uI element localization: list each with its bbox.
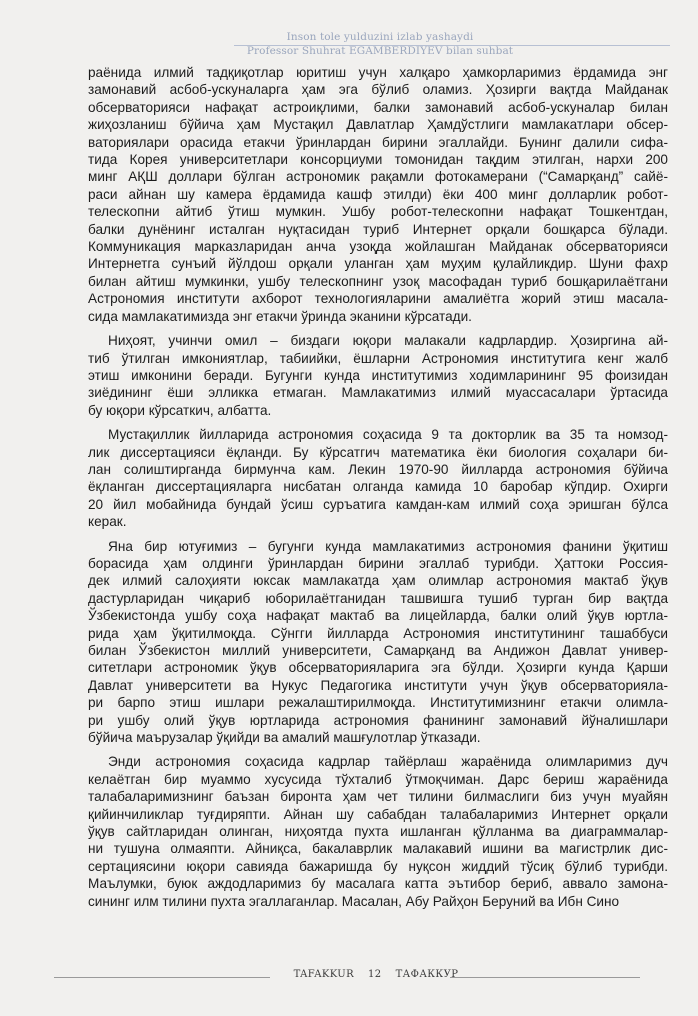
text-line: дастурларидан чиқариб юборилаётганидан ташвишга тушиб турган бир вақтда — [88, 590, 668, 606]
text-line: тиб ўтилган имкониятлар, табиийки, ёшларни Астрономия институтига кенг жалб — [88, 350, 668, 366]
text-line: билан айтиш мумкинки, ушбу телескопнинг узоқ масофадан туриб бошқарилаётгани — [88, 273, 668, 289]
text-line: обсерваторияси нафақат астроиқлими, балки замонавий асбоб-ускуналар билан — [88, 99, 668, 115]
text-line: бу юқори кўрсаткич, албатта. — [88, 402, 272, 418]
paragraph — [88, 538, 668, 747]
text-line: ри ушбу олий ўқув юртларида астрономия фанининг замонавий йўналишлари — [88, 712, 668, 728]
text-line: Давлат университети ва Нукус Педагогика институти учун ўқув обсерваторияла- — [88, 677, 668, 693]
text-line: қийинчиликлар туғдиряпти. Айнан шу сабабдан талабаларимиз Интернет орқали — [88, 806, 668, 822]
footer-magazine-name-cyrillic: ТАФАККУР — [395, 969, 459, 980]
text-line: лан солиштирганда бирмунча кам. Лекин 1970-90 йилларда астрономия бўйича — [88, 461, 668, 477]
text-line: Ўзбекистонда ушбу соҳа нафақат мактаб ва лицейларда, балки олий ўқув юртла- — [88, 608, 668, 624]
text-line: борасида ҳам олдинги ўринлардан бирини эгаллаб турибди. Ҳаттоки Россия- — [88, 555, 668, 571]
text-line: раёнида илмий тадқиқотлар юритиш учун халқаро ҳамкорларимиз ёрдамида энг — [88, 65, 668, 80]
text-line: рида ҳам ўқитилмоқда. Сўнгги йилларда Астрономия институтининг ташаббуси — [88, 625, 668, 641]
running-header — [230, 30, 530, 58]
text-line: 20 йил мобайнида бундай ўсиш суръатига камдан-кам илмий соҳа эришган бўлса — [88, 496, 668, 512]
text-line: сининг илм тилини пухта эгаллаганлар. Масалан, Абу Райҳон Беруний ва Ибн Сино — [88, 893, 620, 909]
text-line: бўйича маърузалар ўқийди ва амалий машғулотлар ўтказади. — [88, 730, 481, 746]
text-line: ёқланган диссертацияларга нисбатан олганда камида 10 баробар кўпдир. Охирги — [88, 479, 668, 495]
text-line: жиҳозланиш бўйича ҳам Мустақил Давлатлар Ҳамдўстлиги мамлакатлари обсер- — [88, 117, 668, 133]
text-line: ситетлари астрономик ўқув обсерваторияларига эга бўлди. Ҳозирги кунда Қарши — [88, 660, 668, 676]
text-line: этиш имконини беради. Бугунги кунда институтимиз ходимларининг 95 фоизидан — [88, 367, 668, 383]
text-line: Коммуникация марказларидан анча узоқда жойлашган Майданак обсерваторияси — [88, 239, 668, 255]
text-line: сертациясини юқори савияда бажаришда бу нуқсон жиддий тўсиқ бўлиб турибди. — [88, 858, 668, 874]
text-line: замонавий асбоб-ускуналарга ҳам эга бўлиб оламиз. Ҳозирги вақтда Майданак — [88, 82, 668, 98]
text-line: керак. — [88, 514, 127, 530]
text-line: дек илмий салоҳияти юксак мамлакатда ҳам олимлар астрономия мактаб ўқув — [88, 573, 668, 589]
article-body — [88, 64, 668, 917]
text-line: келаётган бир муаммо хусусида тўхталиб ўтмоқчиман. Дарс бериш жараёнида — [88, 771, 668, 787]
text-line: тида Корея университетлари консорциуми томонидан тақдим этилган, нархи 200 — [88, 152, 668, 168]
footer-rule-left — [54, 977, 270, 978]
text-line: Астрономия институти ахборот технологияларини амалиётга жорий этиш масала- — [88, 291, 668, 307]
text-line: талабаларимизнинг баъзан биронта ҳам чет тилини билмаслиги биз учун муайян — [88, 789, 668, 805]
text-line: ни тушуна олмаяпти. Айниқса, бакалаврлик малакавий ишини ва магистрлик дис- — [88, 841, 668, 857]
header-rule — [234, 45, 670, 46]
page-footer — [40, 969, 658, 985]
footer-text — [276, 969, 476, 980]
text-line: Интернетга сунъий йўлдош орқали уланган ҳам муҳим қулайликдир. Шуни фахр — [88, 256, 668, 272]
text-line: ўқув сайтларидан олинган, ниҳоятда пухта ишланган қўлланма ва диаграммалар- — [88, 824, 668, 840]
text-line: сида мамлакатимизда энг етакчи ўринда эканини кўрсатади. — [88, 308, 472, 324]
footer-rule-right — [450, 977, 640, 978]
text-line: Яна бир ютуғимиз – бугунги кунда мамлакатимиз астрономия фанини ўқитиш — [108, 538, 668, 554]
text-line: Энди астрономия соҳасида кадрлар тайёрлаш жараёнида олимларимиз дуч — [108, 754, 668, 770]
paragraph — [88, 753, 668, 910]
paragraph — [88, 426, 668, 530]
paragraph — [88, 332, 668, 419]
text-line: ри барпо этиш ишлари режалаштирилмоқда. Институтимизнинг етакчи олимла- — [88, 695, 668, 711]
text-line: Маълумки, буюк аждодларимиз бу масалага катта эътибор бериб, аввало замона- — [88, 876, 668, 892]
text-line: Ниҳоят, учинчи омил – биздаги юқори малакали кадрлардир. Ҳозиргина ай- — [108, 333, 668, 349]
text-line: Мустақиллик йилларида астрономия соҳасида 9 та докторлик ва 35 та номзод- — [108, 427, 668, 443]
text-line: балки дунёнинг исталган нуқтасидан туриб Интернет орқали бошқарса бўлади. — [88, 221, 668, 237]
text-line: раси айнан шу камера ёрдамида кашф этилди) ёки 400 минг долларлик робот- — [88, 186, 668, 202]
text-line: зиёдининг ёши элликка етмаган. Мамлакатимиз илмий муассасалари ўртасида — [88, 385, 668, 401]
footer-magazine-name-latin: TAFAKKUR — [293, 969, 355, 980]
text-line: ваториялари орасида етакчи ўринлардан бирини эгаллайди. Бунинг далили сифа- — [88, 134, 668, 150]
text-line: минг АҚШ доллари бўлган астрономик рақамли фотокамерани (“Самарқанд” сайё- — [88, 169, 668, 185]
text-line: билан Ўзбекистон миллий университети, Самарқанд ва Андижон Давлат универ- — [88, 643, 668, 658]
page-number: 12 — [368, 969, 382, 980]
running-header-title: Inson tole yulduzini izlab yashaydi — [286, 31, 474, 43]
text-line: телескопни айтиб ўтиш мумкин. Ушбу робот-телескопни нафақат Тошкентдан, — [88, 204, 668, 220]
paragraph — [88, 64, 668, 325]
text-line: лик диссертацияси ёқланди. Бу кўрсатгич математика ёки биология соҳалари би- — [88, 444, 668, 460]
running-header-subtitle: Professor Shuhrat EGAMBERDIYEV bilan suhbat — [246, 45, 514, 57]
